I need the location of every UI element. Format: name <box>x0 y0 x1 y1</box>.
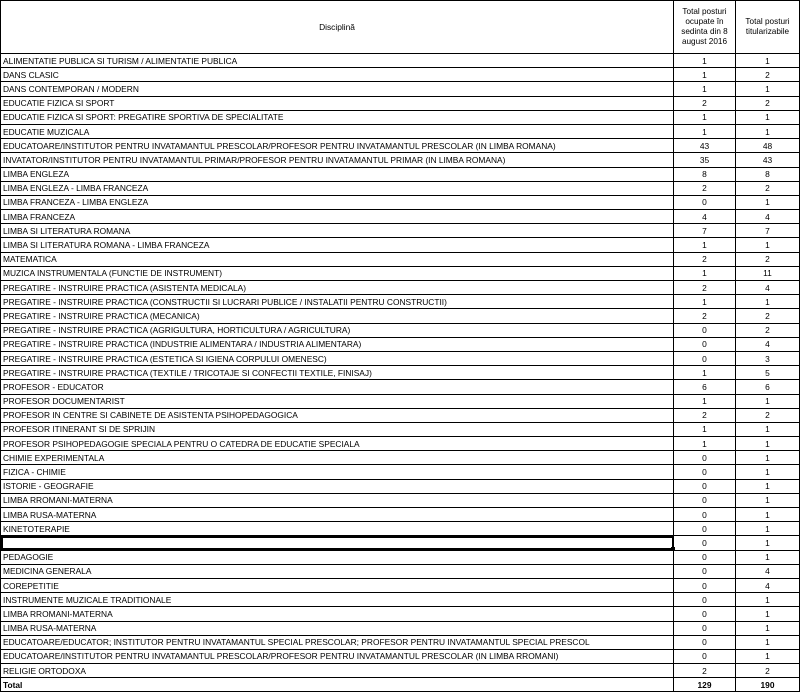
cell-posturi-ocupate[interactable]: 2 <box>674 408 736 422</box>
cell-posturi-ocupate[interactable]: 1 <box>674 238 736 252</box>
cell-posturi-titularizabile[interactable]: 2 <box>736 181 800 195</box>
cell-posturi-ocupate[interactable]: 0 <box>674 351 736 365</box>
table-row <box>1 153 800 167</box>
cell-posturi-titularizabile[interactable]: 8 <box>736 167 800 181</box>
cell-posturi-titularizabile[interactable]: 1 <box>736 451 800 465</box>
table-row <box>1 195 800 209</box>
cell-posturi-titularizabile[interactable]: 2 <box>736 96 800 110</box>
cell-posturi-titularizabile[interactable]: 7 <box>736 224 800 238</box>
cell-disciplina[interactable]: COREPETITIE <box>1 578 674 592</box>
cell-disciplina[interactable]: LIMBA ENGLEZA - LIMBA FRANCEZA <box>1 181 674 195</box>
cell-posturi-ocupate[interactable]: 0 <box>674 536 736 550</box>
cell-disciplina[interactable]: PROFESOR DOCUMENTARIST <box>1 394 674 408</box>
cell-posturi-titularizabile[interactable]: 4 <box>736 210 800 224</box>
cell-posturi-titularizabile[interactable]: 4 <box>736 564 800 578</box>
table-row <box>1 238 800 252</box>
cell-posturi-titularizabile[interactable]: 2 <box>736 309 800 323</box>
cell-posturi-ocupate[interactable]: 7 <box>674 224 736 238</box>
table-row <box>1 96 800 110</box>
cell-posturi-titularizabile[interactable]: 2 <box>736 252 800 266</box>
cell-posturi-ocupate[interactable]: 8 <box>674 167 736 181</box>
cell-posturi-titularizabile[interactable]: 1 <box>736 508 800 522</box>
cell-disciplina[interactable]: ISTORIE - GEOGRAFIE <box>1 479 674 493</box>
cell-disciplina[interactable]: PROFESOR PSIHOPEDAGOGIE SPECIALA PENTRU O CATEDRA DE EDUCATIE SPECIALA <box>1 437 674 451</box>
cell-posturi-titularizabile[interactable]: 2 <box>736 408 800 422</box>
cell-disciplina[interactable]: DANS CLASIC <box>1 68 674 82</box>
table-row <box>1 110 800 124</box>
cell-posturi-titularizabile[interactable]: 4 <box>736 281 800 295</box>
cell-posturi-titularizabile[interactable]: 2 <box>736 664 800 678</box>
cell-posturi-ocupate[interactable]: 2 <box>674 181 736 195</box>
cell-posturi-ocupate[interactable]: 0 <box>674 451 736 465</box>
cell-posturi-ocupate[interactable]: 0 <box>674 337 736 351</box>
cell-disciplina[interactable]: LIMBA ENGLEZA <box>1 167 674 181</box>
cell-posturi-titularizabile[interactable]: 2 <box>736 323 800 337</box>
header-posturi-ocupate[interactable]: Total posturi ocupate în sedinta din 8 august 2016 <box>674 1 736 54</box>
cell-posturi-ocupate[interactable]: 0 <box>674 508 736 522</box>
cell-disciplina[interactable]: FIZICA - CHIMIE <box>1 465 674 479</box>
cell-posturi-ocupate[interactable]: 4 <box>674 210 736 224</box>
cell-posturi-ocupate[interactable]: 0 <box>674 621 736 635</box>
table-row <box>1 479 800 493</box>
table-row <box>1 564 800 578</box>
cell-disciplina[interactable]: PROFESOR - EDUCATOR <box>1 380 674 394</box>
cell-posturi-ocupate[interactable]: 1 <box>674 295 736 309</box>
cell-disciplina[interactable]: LIMBA SI LITERATURA ROMANA - LIMBA FRANCEZA <box>1 238 674 252</box>
table-row <box>1 281 800 295</box>
cell-posturi-ocupate[interactable]: 2 <box>674 309 736 323</box>
table-row <box>1 323 800 337</box>
cell-disciplina[interactable]: PREGATIRE - INSTRUIRE PRACTICA (TEXTILE / TRICOTAJE SI CONFECTII TEXTILE, FINISAJ) <box>1 366 674 380</box>
header-posturi-titularizabile[interactable]: Total posturi titularizabile <box>736 1 800 54</box>
cell-disciplina[interactable]: ALIMENTATIE PUBLICA SI TURISM / ALIMENTATIE PUBLICA <box>1 54 674 68</box>
cell-disciplina[interactable]: PREGATIRE - INSTRUIRE PRACTICA (CONSTRUCTII SI LUCRARI PUBLICE / INSTALATII PENTRU CONSTRUCTII) <box>1 295 674 309</box>
cell-posturi-titularizabile[interactable]: 1 <box>736 550 800 564</box>
cell-posturi-titularizabile[interactable]: 1 <box>736 649 800 663</box>
cell-disciplina[interactable]: INSTRUMENTE MUZICALE TRADITIONALE <box>1 593 674 607</box>
cell-posturi-ocupate[interactable]: 0 <box>674 465 736 479</box>
table-row <box>1 167 800 181</box>
cell-posturi-titularizabile[interactable]: 1 <box>736 493 800 507</box>
cell-posturi-titularizabile[interactable]: 6 <box>736 380 800 394</box>
cell-posturi-ocupate[interactable]: 0 <box>674 522 736 536</box>
cell-disciplina[interactable]: LIMBA RUSA-MATERNA <box>1 621 674 635</box>
cell-posturi-titularizabile[interactable]: 1 <box>736 124 800 138</box>
cell-disciplina[interactable]: EDUCATIE FIZICA SI SPORT: PREGATIRE SPORTIVA DE SPECIALITATE <box>1 110 674 124</box>
table-row <box>1 224 800 238</box>
cell-posturi-titularizabile[interactable]: 1 <box>736 621 800 635</box>
cell-posturi-ocupate[interactable]: 1 <box>674 110 736 124</box>
cell-posturi-ocupate[interactable]: 1 <box>674 437 736 451</box>
table-row <box>1 635 800 649</box>
cell-disciplina[interactable] <box>1 536 674 550</box>
total-ocupate[interactable]: 129 <box>674 678 736 692</box>
table-row <box>1 394 800 408</box>
cell-posturi-titularizabile[interactable]: 1 <box>736 522 800 536</box>
cell-posturi-ocupate[interactable]: 1 <box>674 366 736 380</box>
cell-posturi-ocupate[interactable]: 0 <box>674 479 736 493</box>
table-row <box>1 68 800 82</box>
table-row <box>1 82 800 96</box>
cell-posturi-ocupate[interactable]: 1 <box>674 422 736 436</box>
cell-posturi-ocupate[interactable]: 0 <box>674 564 736 578</box>
cell-posturi-titularizabile[interactable]: 2 <box>736 68 800 82</box>
table-row <box>1 351 800 365</box>
table-row <box>1 295 800 309</box>
cell-posturi-titularizabile[interactable]: 1 <box>736 82 800 96</box>
fill-handle[interactable] <box>671 547 675 551</box>
table-row <box>1 437 800 451</box>
table-row <box>1 593 800 607</box>
cell-posturi-ocupate[interactable]: 2 <box>674 252 736 266</box>
cell-disciplina[interactable]: LIMBA FRANCEZA - LIMBA ENGLEZA <box>1 195 674 209</box>
cell-disciplina[interactable]: PREGATIRE - INSTRUIRE PRACTICA (ESTETICA SI IGIENA CORPULUI OMENESC) <box>1 351 674 365</box>
cell-posturi-titularizabile[interactable]: 1 <box>736 465 800 479</box>
cell-posturi-titularizabile[interactable]: 1 <box>736 422 800 436</box>
table-row <box>1 54 800 68</box>
table-row <box>1 465 800 479</box>
table-row <box>1 309 800 323</box>
cell-posturi-ocupate[interactable]: 0 <box>674 607 736 621</box>
cell-posturi-titularizabile[interactable]: 4 <box>736 337 800 351</box>
table-row <box>1 124 800 138</box>
cell-posturi-ocupate[interactable]: 1 <box>674 394 736 408</box>
table-row <box>1 451 800 465</box>
header-disciplina[interactable]: Disciplină <box>1 1 674 54</box>
cell-disciplina[interactable]: EDUCATIE MUZICALA <box>1 124 674 138</box>
cell-posturi-ocupate[interactable]: 1 <box>674 68 736 82</box>
cell-posturi-titularizabile[interactable]: 1 <box>736 437 800 451</box>
cell-posturi-titularizabile[interactable]: 1 <box>736 635 800 649</box>
table-row <box>1 550 800 564</box>
table-row <box>1 493 800 507</box>
cell-posturi-titularizabile[interactable]: 1 <box>736 593 800 607</box>
table-row <box>1 139 800 153</box>
cell-posturi-ocupate[interactable]: 0 <box>674 578 736 592</box>
table-row <box>1 664 800 678</box>
cell-posturi-titularizabile[interactable]: 5 <box>736 366 800 380</box>
cell-posturi-ocupate[interactable]: 2 <box>674 281 736 295</box>
table-row <box>1 337 800 351</box>
cell-posturi-titularizabile[interactable]: 3 <box>736 351 800 365</box>
cell-disciplina[interactable]: EDUCATIE FIZICA SI SPORT <box>1 96 674 110</box>
header-row <box>1 1 800 54</box>
cell-posturi-titularizabile[interactable]: 1 <box>736 536 800 550</box>
cell-disciplina[interactable]: EDUCATOARE/INSTITUTOR PENTRU INVATAMANTUL PRESCOLAR/PROFESOR PENTRU INVATAMANTUL PRESCOLAR (IN LIMBA ROMANA) <box>1 139 674 153</box>
cell-disciplina[interactable]: PREGATIRE - INSTRUIRE PRACTICA (AGRIGULTURA, HORTICULTURA / AGRICULTURA) <box>1 323 674 337</box>
total-row <box>1 678 800 692</box>
table-row <box>1 649 800 663</box>
cell-disciplina[interactable]: PREGATIRE - INSTRUIRE PRACTICA (ASISTENTA MEDICALA) <box>1 281 674 295</box>
cell-posturi-titularizabile[interactable]: 11 <box>736 266 800 280</box>
cell-posturi-ocupate[interactable]: 1 <box>674 82 736 96</box>
cell-posturi-ocupate[interactable]: 0 <box>674 493 736 507</box>
cell-posturi-ocupate[interactable]: 0 <box>674 195 736 209</box>
cell-posturi-ocupate[interactable]: 1 <box>674 266 736 280</box>
cell-posturi-titularizabile[interactable]: 1 <box>736 54 800 68</box>
table-row <box>1 408 800 422</box>
cell-posturi-ocupate[interactable]: 1 <box>674 54 736 68</box>
cell-disciplina[interactable]: KINETOTERAPIE <box>1 522 674 536</box>
cell-posturi-ocupate[interactable]: 0 <box>674 649 736 663</box>
cell-disciplina[interactable]: EDUCATOARE/EDUCATOR; INSTITUTOR PENTRU INVATAMANTUL SPECIAL PRESCOLAR; PROFESOR PENTRU INVATAMANTUL SPECIAL PRESCOL <box>1 635 674 649</box>
cell-disciplina[interactable]: DANS CONTEMPORAN / MODERN <box>1 82 674 96</box>
cell-posturi-titularizabile[interactable]: 1 <box>736 195 800 209</box>
cell-posturi-ocupate[interactable]: 2 <box>674 664 736 678</box>
table-row <box>1 266 800 280</box>
cell-disciplina[interactable]: MEDICINA GENERALA <box>1 564 674 578</box>
table-row <box>1 181 800 195</box>
total-titularizabile[interactable]: 190 <box>736 678 800 692</box>
cell-posturi-ocupate[interactable]: 43 <box>674 139 736 153</box>
cell-posturi-ocupate[interactable]: 0 <box>674 593 736 607</box>
table-row <box>1 210 800 224</box>
cell-posturi-ocupate[interactable]: 0 <box>674 550 736 564</box>
cell-posturi-titularizabile[interactable]: 43 <box>736 153 800 167</box>
cell-posturi-ocupate[interactable]: 0 <box>674 323 736 337</box>
cell-disciplina[interactable]: LIMBA RUSA-MATERNA <box>1 508 674 522</box>
total-label[interactable]: Total <box>1 678 674 692</box>
cell-disciplina[interactable]: PREGATIRE - INSTRUIRE PRACTICA (INDUSTRIE ALIMENTARA / INDUSTRIA ALIMENTARA) <box>1 337 674 351</box>
table-row <box>1 621 800 635</box>
cell-posturi-titularizabile[interactable]: 1 <box>736 295 800 309</box>
cell-disciplina[interactable]: INVATATOR/INSTITUTOR PENTRU INVATAMANTUL PRIMAR/PROFESOR PENTRU INVATAMANTUL PRIMAR (IN LIMBA ROMANA) <box>1 153 674 167</box>
cell-posturi-titularizabile[interactable]: 48 <box>736 139 800 153</box>
table-row <box>1 508 800 522</box>
cell-disciplina[interactable]: LIMBA FRANCEZA <box>1 210 674 224</box>
cell-posturi-titularizabile[interactable]: 1 <box>736 110 800 124</box>
cell-posturi-titularizabile[interactable]: 4 <box>736 578 800 592</box>
cell-posturi-ocupate[interactable]: 2 <box>674 96 736 110</box>
table-row <box>1 252 800 266</box>
cell-posturi-ocupate[interactable]: 6 <box>674 380 736 394</box>
table-row <box>1 536 800 550</box>
cell-posturi-ocupate[interactable]: 35 <box>674 153 736 167</box>
cell-disciplina[interactable]: LIMBA RROMANI-MATERNA <box>1 607 674 621</box>
cell-posturi-ocupate[interactable]: 0 <box>674 635 736 649</box>
table-row <box>1 380 800 394</box>
cell-disciplina[interactable]: CHIMIE EXPERIMENTALA <box>1 451 674 465</box>
cell-disciplina[interactable]: MATEMATICA <box>1 252 674 266</box>
table-row <box>1 522 800 536</box>
cell-disciplina[interactable]: LIMBA RROMANI-MATERNA <box>1 493 674 507</box>
cell-disciplina[interactable]: MUZICA INSTRUMENTALA (FUNCTIE DE INSTRUMENT) <box>1 266 674 280</box>
cell-disciplina[interactable]: PROFESOR ITINERANT SI DE SPRIJIN <box>1 422 674 436</box>
cell-disciplina[interactable]: EDUCATOARE/INSTITUTOR PENTRU INVATAMANTUL PRESCOLAR/PROFESOR PENTRU INVATAMANTUL PRESCOLAR (IN LIMBA RROMANI) <box>1 649 674 663</box>
cell-posturi-titularizabile[interactable]: 1 <box>736 479 800 493</box>
cell-disciplina[interactable]: PROFESOR IN CENTRE SI CABINETE DE ASISTENTA PSIHOPEDAGOGICA <box>1 408 674 422</box>
cell-posturi-ocupate[interactable]: 1 <box>674 124 736 138</box>
cell-posturi-titularizabile[interactable]: 1 <box>736 394 800 408</box>
table-row <box>1 578 800 592</box>
cell-disciplina[interactable]: PREGATIRE - INSTRUIRE PRACTICA (MECANICA) <box>1 309 674 323</box>
table-row <box>1 366 800 380</box>
cell-disciplina[interactable]: PEDAGOGIE <box>1 550 674 564</box>
cell-disciplina[interactable]: LIMBA SI LITERATURA ROMANA <box>1 224 674 238</box>
cell-disciplina[interactable]: RELIGIE ORTODOXA <box>1 664 674 678</box>
table-body <box>1 54 800 678</box>
cell-posturi-titularizabile[interactable]: 1 <box>736 607 800 621</box>
table-row <box>1 607 800 621</box>
cell-posturi-titularizabile[interactable]: 1 <box>736 238 800 252</box>
table-row <box>1 422 800 436</box>
